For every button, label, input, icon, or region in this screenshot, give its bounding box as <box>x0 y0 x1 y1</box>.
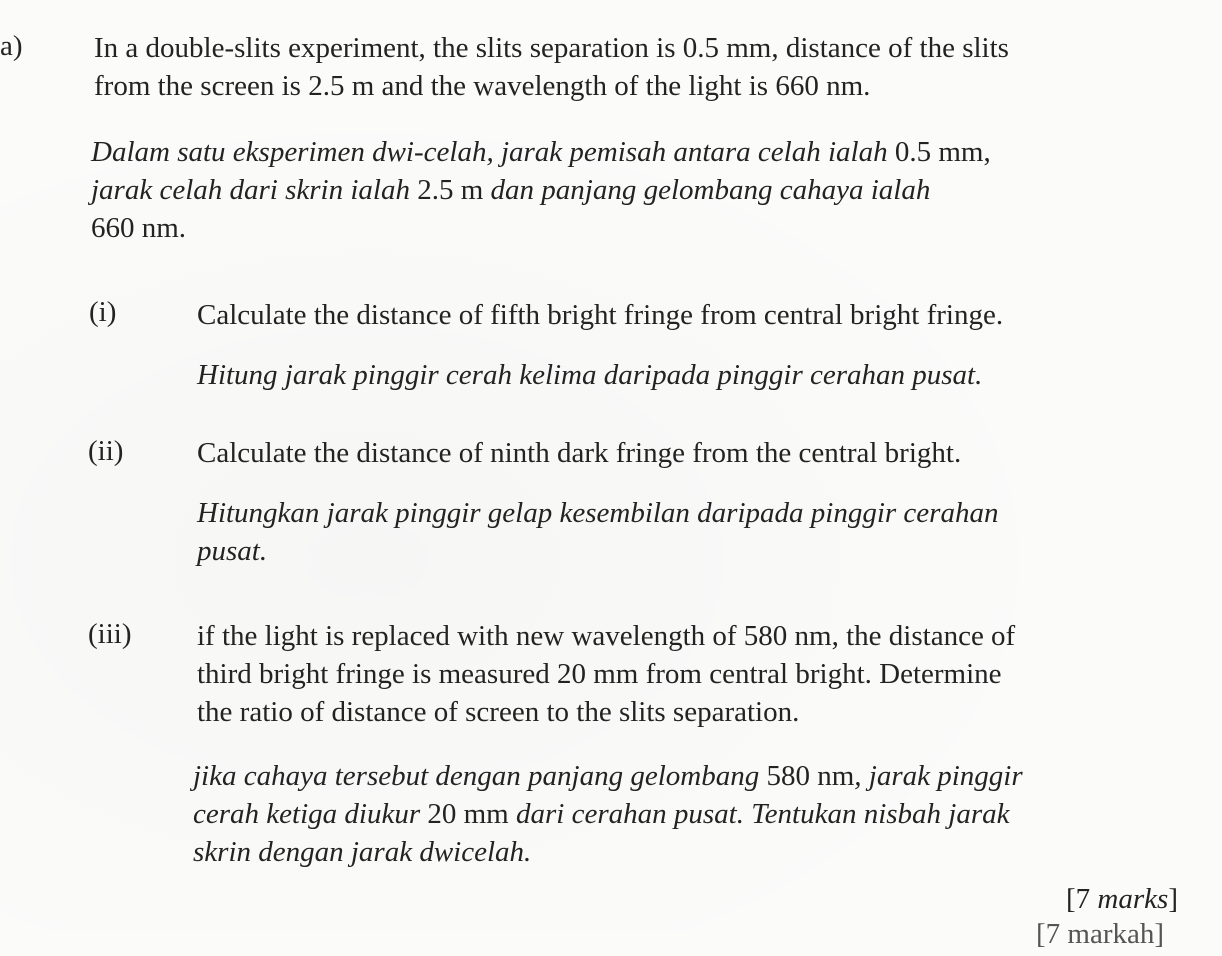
part-ii-malay-line-2: pusat. <box>197 535 268 567</box>
question-label: a) <box>0 30 23 62</box>
part-i-english <box>197 296 1003 334</box>
marks-malay-cutoff <box>1036 918 1196 950</box>
stem-malay-line-1 <box>91 133 991 171</box>
stem-malay-line-3 <box>91 209 991 247</box>
stem-malay-seg: jarak celah dari skrin ialah <box>91 174 418 206</box>
part-iii-english <box>197 617 1015 731</box>
part-iii-malay-seg: 20 mm <box>427 798 516 830</box>
part-iii-malay-line-1 <box>193 757 1023 795</box>
part-i-label: (i) <box>89 296 117 328</box>
stem-english <box>94 29 1009 105</box>
part-iii-label: (iii) <box>88 618 132 650</box>
part-iii-malay-seg: cerah ketiga diukur <box>193 798 428 830</box>
part-ii-english <box>197 434 961 472</box>
part-iii-malay <box>193 757 1023 871</box>
part-iii-english-line-3: the ratio of distance of screen to the slits separation. <box>197 696 800 728</box>
part-iii-malay-line-3: skrin dengan jarak dwicelah. <box>193 836 532 868</box>
marks-english <box>1066 880 1178 918</box>
part-ii-label: (ii) <box>88 435 124 467</box>
stem-malay-line-2 <box>91 171 991 209</box>
part-ii-english-line: Calculate the distance of ninth dark fringe from the central bright. <box>197 437 962 469</box>
part-iii-malay-seg: jika cahaya tersebut dengan panjang gelombang <box>193 760 767 792</box>
stem-malay-seg: dan panjang gelombang cahaya ialah <box>490 174 931 206</box>
marks-malay: [7 markah] <box>1036 918 1165 950</box>
stem-malay <box>91 133 991 247</box>
part-iii-english-line-1: if the light is replaced with new wavelength of 580 nm, the distance of <box>197 620 1016 652</box>
stem-malay-seg: 2.5 m <box>417 174 491 206</box>
stem-malay-seg: 660 nm. <box>91 212 187 244</box>
part-ii-malay-line-1: Hitungkan jarak pinggir gelap kesembilan daripada pinggir cerahan <box>197 497 999 529</box>
marks-word: marks <box>1097 883 1169 915</box>
stem-malay-seg: 0.5 mm, <box>894 136 991 168</box>
part-iii-malay-line-2 <box>193 795 1023 833</box>
stem-english-line-2: from the screen is 2.5 m and the wavelength of the light is 660 nm. <box>94 70 871 102</box>
stem-english-line-1: In a double-slits experiment, the slits separation is 0.5 mm, distance of the slits <box>94 32 1009 64</box>
marks-close: ] <box>1168 883 1178 915</box>
part-iii-malay-seg: dari cerahan pusat. Tentukan nisbah jarak <box>515 798 1010 830</box>
part-iii-malay-seg: , jarak pinggir <box>854 760 1023 792</box>
marks-open: [7 <box>1066 883 1098 915</box>
part-i-malay-line: Hitung jarak pinggir cerah kelima daripada pinggir cerahan pusat. <box>197 359 983 391</box>
part-i-malay <box>197 356 982 394</box>
part-ii-malay <box>197 494 998 570</box>
part-iii-english-line-2: third bright fringe is measured 20 mm from central bright. Determine <box>197 658 1002 690</box>
part-i-english-line: Calculate the distance of fifth bright fringe from central bright fringe. <box>197 299 1004 331</box>
stem-malay-seg: Dalam satu eksperimen dwi-celah, jarak pemisah antara celah ialah <box>91 136 895 168</box>
part-iii-malay-seg: 580 nm <box>766 760 855 792</box>
